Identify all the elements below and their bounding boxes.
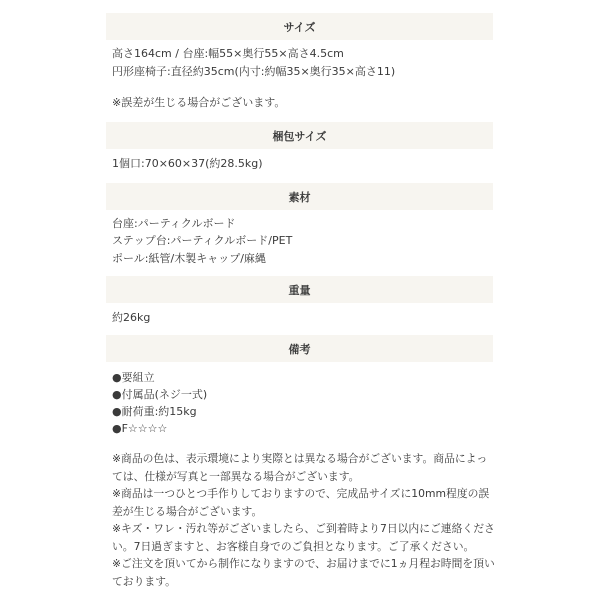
notes-block [112, 450, 497, 590]
section-header-weight: 重量 [106, 276, 493, 303]
section-header-package: 梱包サイズ [106, 122, 493, 149]
remarks-line: ●耐荷重:約15kg [112, 405, 197, 418]
section-header-size: サイズ [106, 13, 493, 40]
weight-line: 約26kg [112, 311, 151, 324]
note-item: ※キズ・ワレ・汚れ等がございましたら、ご到着時より7日以内にご連絡ください。7日過ぎますと、お客様自身でのご負担となります。ご了承ください。 [112, 522, 495, 553]
remarks-line: ●要組立 [112, 371, 155, 384]
material-line: ポール:紙管/木製キャップ/麻縄 [112, 252, 266, 265]
material-line: 台座:パーティクルボード [112, 217, 236, 230]
size-line: 円形座椅子:直径約35cm(内寸:約幅35×奥行35×高さ11) [112, 65, 396, 78]
remarks-line: ●付属品(ネジ一式) [112, 388, 208, 401]
section-header-remarks: 備考 [106, 335, 493, 362]
section-header-material: 素材 [106, 183, 493, 210]
material-line: ステップ台:パーティクルボード/PET [112, 234, 293, 247]
size-line: 高さ164cm / 台座:幅55×奥行55×高さ4.5cm [112, 47, 344, 60]
note-item: ※商品は一つひとつ手作りしておりますので、完成品サイズに10mm程度の誤差が生じる場合がございます。 [112, 487, 490, 518]
note-item: ※商品の色は、表示環境により実際とは異なる場合がございます。商品によっては、仕様が写真と一部異なる場合がございます。 [112, 452, 488, 483]
remarks-line: ●F☆☆☆☆ [112, 422, 168, 435]
size-note: ※誤差が生じる場合がございます。 [112, 96, 286, 109]
package-line: 1個口:70×60×37(約28.5kg) [112, 157, 263, 170]
note-item: ※ご注文を頂いてから制作になりますので、お届けまでに1ヵ月程お時間を頂いております。 [112, 557, 495, 588]
